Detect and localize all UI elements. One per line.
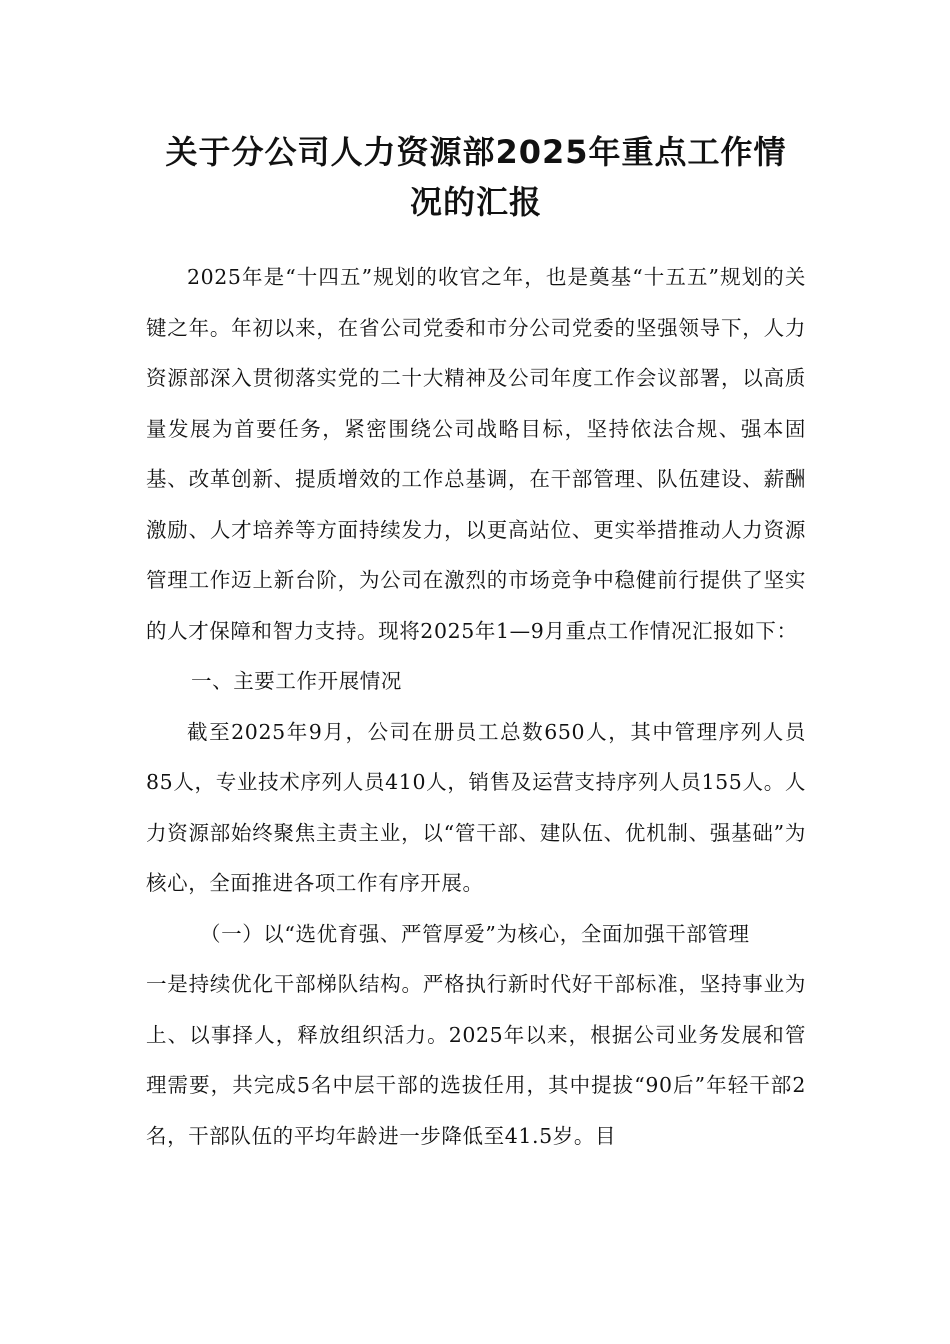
intro-paragraph: 2025年是“十四五”规划的收官之年，也是奠基“十五五”规划的关键之年。年初以来，在省公司党委和市分公司党委的坚强领导下，人力资源部深入贯彻落实党的二十大精神及公司年度工作会议部署，以高质量发展为首要任务，紧密围绕公司战略目标，坚持依法合规、强本固基、改革创新、提质增效的工作总基调，在干部管理、队伍建设、薪酬激励、人才培养等方面持续发力，以更高站位、更实举措推动人力资源管理工作迈上新台阶，为公司在激烈的市场竞争中稳健前行提供了坚实的人才保障和智力支持。现将2025年1—9月重点工作情况汇报如下： bbox=[146, 265, 806, 643]
subsection-heading-cadre-management: （一）以“选优育强、严管厚爱”为核心，全面加强干部管理 bbox=[200, 921, 750, 946]
title-line-2: 况的汇报 bbox=[409, 183, 542, 221]
document-body bbox=[146, 252, 806, 1161]
cadre-structure-paragraph: 一是持续优化干部梯队结构。严格执行新时代好干部标准，坚持事业为上、以事择人，释放组织活力。2025年以来，根据公司业务发展和管理需要，共完成5名中层干部的选拔任用，其中提拔“90后”年轻干部2名，干部队伍的平均年龄进一步降低至41.5岁。目 bbox=[146, 972, 806, 1148]
staff-overview-paragraph: 截至2025年9月，公司在册员工总数650人，其中管理序列人员85人，专业技术序列人员410人，销售及运营支持序列人员155人。人力资源部始终聚焦主责主业，以“管干部、建队伍、优机制、强基础”为核心，全面推进各项工作有序开展。 bbox=[146, 719, 806, 895]
section-heading-main-work: 一、主要工作开展情况 bbox=[191, 669, 402, 693]
title-line-1: 关于分公司人力资源部2025年重点工作情 bbox=[165, 133, 787, 171]
document-title bbox=[146, 127, 806, 227]
